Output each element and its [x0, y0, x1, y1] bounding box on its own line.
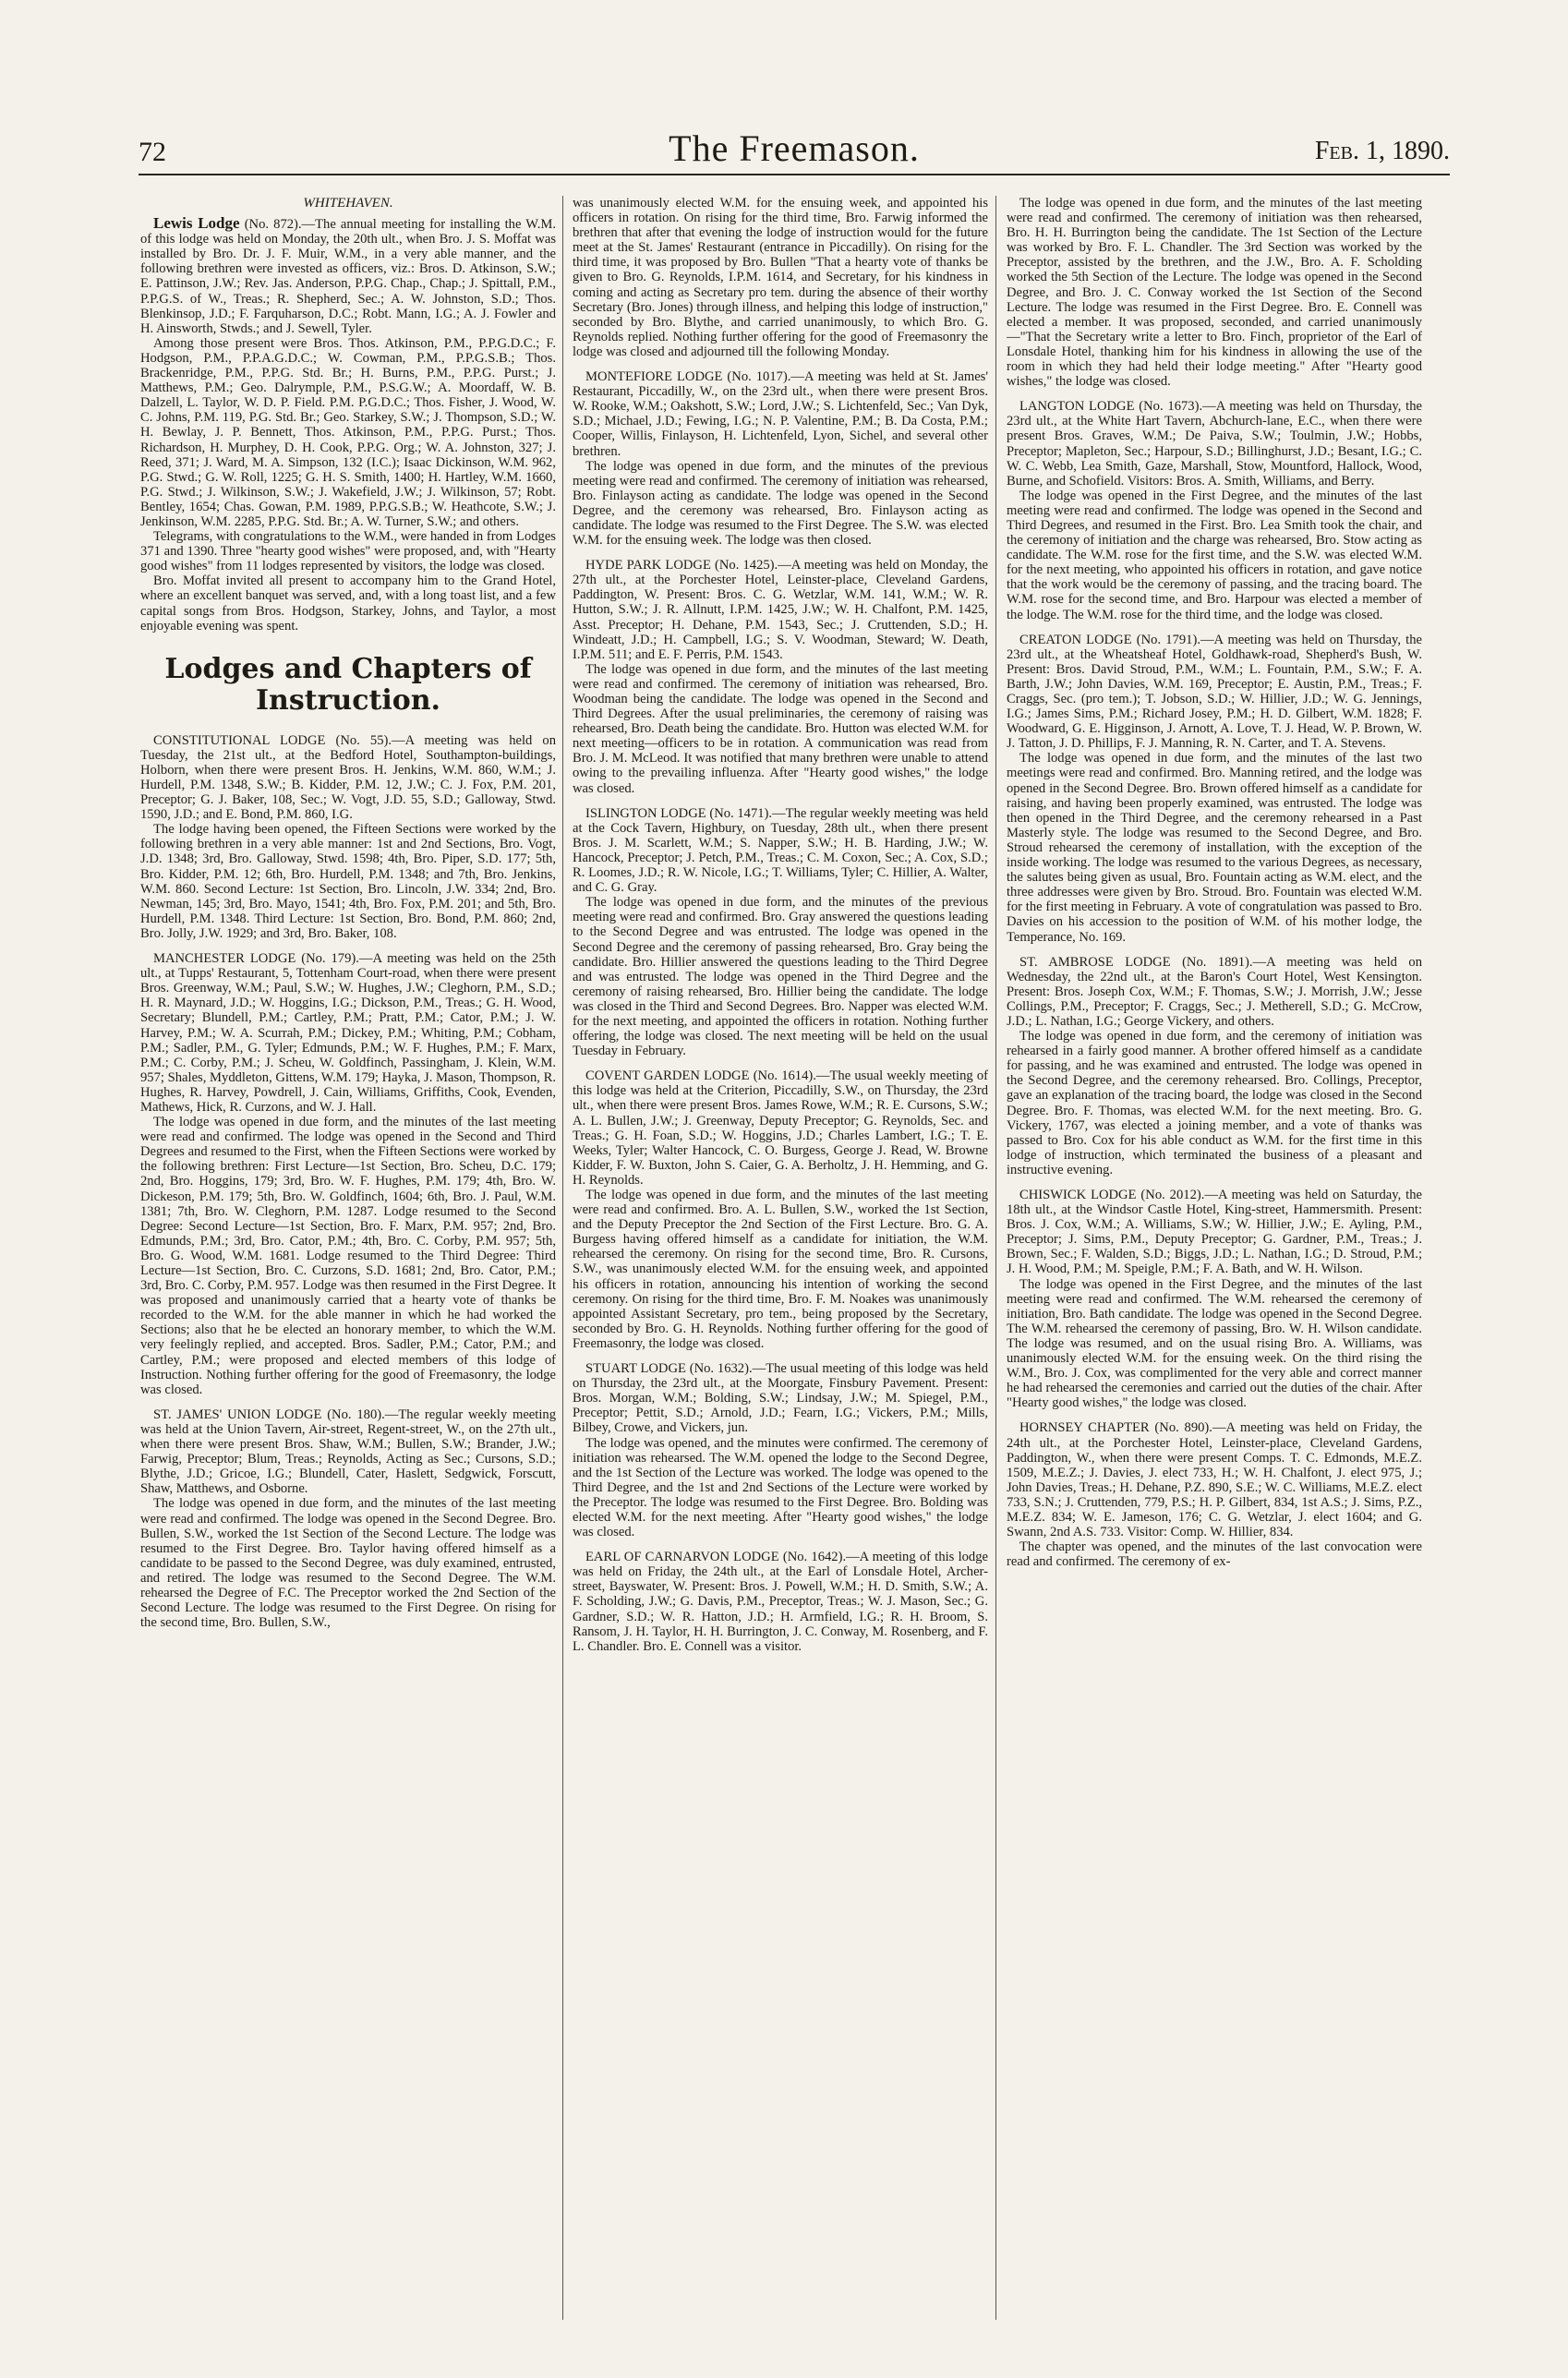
paragraph: The lodge was opened in due form, and the minutes of the last two meetings were read and confirmed. Bro. Manning retired, and the lodge was opened in the Second Degree. Bro. Brown offered himself as a candidate for raising, and having been properly examined, was entrusted. The lodge was then opened in the Third Degree, and the ceremony rehearsed in a Past Masterly style. The lodge was resumed to the Second Degree, and Bro. Stroud rehearsed the ceremony of installation, with the exception of the inside working. The lodge was resumed to the various Degrees, as necessary, the salutes being given as usual, Bro. Fountain acting as W.M. elect, and the three addresses were given by Bro. Stroud. Bro. Fountain was elected W.M. for the first meeting in February. A vote of congratulation was passed to Bro. Davies on his accession to the position of W.M. of his mother lodge, the Temperance, No. 169.	[1007, 751, 1422, 945]
column-2	[573, 196, 988, 2320]
paragraph: Telegrams, with congratulations to the W.M., were handed in from Lodges 371 and 1390. Three "hearty good wishes" were proposed, and, with "Hearty good wishes" from 11 lodges represented by visitors, the lodge was closed.	[140, 529, 556, 574]
place-heading: WHITEHAVEN.	[303, 196, 393, 211]
paragraph: The lodge having been opened, the Fifteen Sections were worked by the following brethren in a very able manner: 1st and 2nd Sections, Bro. Vogt, J.D. 1348; 3rd, Bro. Galloway, Stwd. 1598; 4th, Bro. Piper, S.D. 177; 5th, Bro. Kidder, P.M. 12; 6th, Bro. Hurdell, P.M. 1348; and 7th, Bro. Jenkins, W.M. 860. Second Lecture: 1st Section, Bro. Lincoln, J.W. 334; 2nd, Bro. Newman, 145; 3rd, Bro. Mayo, 1541; 4th, Bro. Fox, P.M. 201; and 5th, Bro. Hurdell, P.M. 1348. Third Lecture: 1st Section, Bro. Bond, P.M. 860; 2nd, Bro. Jolly, J.W. 1929; and 3rd, Bro. Baker, 108.	[140, 822, 556, 941]
paragraph: The chapter was opened, and the minutes of the last convocation were read and confirmed. The ceremony of ex-	[1007, 1539, 1422, 1570]
paragraph: LANGTON LODGE (No. 1673).—A meeting was held on Thursday, the 23rd ult., at the White Hart Tavern, Abchurch-lane, E.C., when there were present Bros. Graves, W.M.; De Paiva, S.W.; Toulmin, J.W.; Hobbs, Preceptor; Mapleton, Sec.; Harpour, S.D.; Billinghurst, J.D.; Besant, I.G.; C. W. C. Webb, Lea Smith, Gaze, Marshall, Stow, Mountford, Hallock, Wood, Burne, and Schofield. Visitors: Bros. A. Smith, Williams, and Berry.	[1007, 399, 1422, 489]
paragraph: The lodge was opened in due form, and the minutes of the previous meeting were read and confirmed. The ceremony of initiation was rehearsed, Bro. Finlayson acting as candidate. The lodge was opened in the Second Degree, and the ceremony was rehearsed, Bro. Finlayson acting as candidate. The lodge was resumed to the First Degree. The S.W. was elected W.M. for the ensuing week. The lodge was then closed.	[573, 458, 988, 549]
paragraph: The lodge was opened in the First Degree, and the minutes of the last meeting were read and confirmed. The W.M. rehearsed the ceremony of initiation, Bro. Bath candidate. The lodge was opened in the Second Degree. The W.M. rehearsed the ceremony of passing, Bro. W. H. Wilson candidate. The lodge was resumed, and on the usual rising Bro. A. Williams, was unanimously elected W.M. for the ensuing week. On the third rising the W.M., Bro. J. Cox, was complimented for the very able and correct manner he had rehearsed the ceremonies and carried out the duties of the chair. After "Hearty good wishes," the lodge was closed.	[1007, 1276, 1422, 1411]
column-rule	[995, 196, 996, 2320]
newspaper-title: The Freemason.	[669, 127, 920, 169]
column-3	[1007, 196, 1422, 2320]
paragraph: Bro. Moffat invited all present to accompany him to the Grand Hotel, where an excellent banquet was served, and, with a long toast list, and a few capital songs from Bros. Hodgson, Starkey, Johns, and Taylor, a most enjoyable evening was spent.	[140, 573, 556, 634]
section-heading: Lodges and Chapters of Instruction.	[164, 652, 532, 717]
column-1	[140, 196, 556, 2320]
paragraph: Among those present were Bros. Thos. Atkinson, P.M., P.P.G.D.C.; F. Hodgson, P.M., P.P.A.G.D.C.; W. Cowman, P.M., P.P.G.S.B.; Thos. Brackenridge, P.M., P.P.G. Std. Br.; H. Burns, P.M., P.P.G. Purst.; J. Matthews, P.M.; Geo. Dalrymple, P.M., P.S.G.W.; A. Moordaff, W. B. Dalzell, L. Taylor, W. D. P. Field. P.M. P.G.D.C.; Thos. Fisher, J. Wood, W. C. Johns, P.M. 119, P.G. Std. Br.; Geo. Starkey, S.W.; J. Thompson, S.D.; W. H. Bewlay, J. P. Bennett, Thos. Atkinson, P.M., P.P.G. Purst.; Thos. Richardson, H. Murphey, D. H. Cook, P.P.G. Org.; W. A. Johnston, 327; J. Reed, 371; J. Ward, M. A. Simpson, 132 (I.C.); Isaac Dickinson, W.M. 962, P.G. Stwd.; G. W. Roll, 1225; G. H. S. Smith, 1400; H. Hartley, W.M. 1660, P.G. Stwd.; J. Wilkinson, S.W.; J. Wakefield, J.W.; J. Wilkinson, 57; Robt. Bentley, 1654; Chas. Gowan, P.M. 1989, P.P.G.S.B.; W. Heathcote, S.W.; J. Jenkinson, W.M. 2285, P.P.G. Std. Br.; A. W. Turner, S.W.; and others.	[140, 335, 556, 529]
paragraph: ISLINGTON LODGE (No. 1471).—The regular weekly meeting was held at the Cock Tavern, Highbury, on Tuesday, 28th ult., when there present Bros. J. M. Scarlett, W.M.; S. Napper, S.W.; H. B. Harding, J.W.; W. Hancock, Preceptor; J. Petch, P.M., Treas.; C. M. Coxon, Sec.; A. Cox, S.D.; R. Loomes, J.D.; R. W. Nicole, I.G.; T. Williams, Tyler; C. Hillier, A. Walter, and C. G. Gray.	[573, 805, 988, 896]
paragraph: CONSTITUTIONAL LODGE (No. 55).—A meeting was held on Tuesday, the 21st ult., at the Bedford Hotel, Southampton-buildings, Holborn, when there were present Bros. H. Jenkins, W.M. 860, W.M.; J. Hurdell, P.M. 1348, S.W.; B. Kidder, P.M. 12, J.W.; C. J. Fox, P.M. 201, Preceptor; G. J. Baker, 108, Sec.; W. Vogt, J.D. 55, S.D.; Galloway, Stwd. 1590, J.D.; and E. Bond, P.M. 860, I.G.	[140, 732, 556, 823]
paragraph: COVENT GARDEN LODGE (No. 1614).—The usual weekly meeting of this lodge was held at the Criterion, Piccadilly, S.W., on Thursday, the 23rd ult., when there were present Bros. James Rowe, W.M.; R. E. Cursons, S.W.; A. L. Bullen, J.W.; J. Greenway, Deputy Preceptor; G. Reynolds, Sec. and Treas.; G. H. Foan, S.D.; W. Hoggins, J.D.; Charles Lambert, I.G.; T. E. Weeks, Tyler; Walter Hancock, C. O. Burgess, George J. Read, W. Browne Kidder, F. W. Buxton, John S. Caier, G. A. Berholtz, J. H. Hemming, and G. H. Reynolds.	[573, 1068, 988, 1188]
column-rule	[562, 196, 563, 2320]
paragraph: The lodge was opened in due form, and the minutes of the last meeting were read and confirmed. The lodge was opened in the Second and Third Degrees and resumed to the First, when the Fifteen Sections were worked by the following brethren: First Lecture—1st Section, Bro. Scheu, D.C. 179; 2nd, Bro. Hoggins, 179; 3rd, Bro. W. F. Hughes, P.M. 179; 4th, Bro. W. Dickeson, P.M. 179; 5th, Bro. W. Goldfinch, 1604; 6th, Bro. J. Paul, W.M. 1381; 7th, Bro. W. Cleghorn, P.M. 1287. Lodge resumed to the Second Degree: Second Lecture—1st Section, Bro. F. Marx, P.M. 957; 2nd, Bro. Edmunds, P.M.; 3rd, Bro. Cator, P.M.; 4th, Bro. C. Corby, P.M. 957; 5th, Bro. G. Wood, W.M. 1681. Lodge resumed to the Third Degree: Third Lecture—1st Section, Bro. C. Curzons, S.D. 1681; 2nd, Bro. Cator, P.M.; 3rd, Bro. C. Corby, P.M. 957. Lodge was then resumed in the First Degree. It was proposed and unanimously carried that a hearty vote of thanks be recorded to the W.M. for the able manner in which he had worked the Sections; also that he be elected an honorary member, to which the W.M. very feelingly replied, and accepted. Bros. Sadler, P.M.; Cator, P.M.; and Cartley, P.M.; were proposed and elected members of this lodge of Instruction. Nothing further offering for the good of Freemasonry, the lodge was closed.	[140, 1115, 556, 1397]
paragraph: CREATON LODGE (No. 1791).—A meeting was held on Thursday, the 23rd ult., at the Wheatsheaf Hotel, Goldhawk-road, Shepherd's Bush, W. Present: Bros. David Stroud, P.M., W.M.; L. Fountain, P.M., S.W.; F. A. Barth, J.W.; John Davies, W.M. 169, Preceptor; E. Austin, P.M., Treas.; F. Craggs, Sec. (pro tem.); T. Jobson, S.D.; W. Hillier, J.D.; W. G. Jennings, I.G.; James Sims, P.M.; Richard Josey, P.M.; H. D. Gilbert, W.M. 1828; F. Woodward, G. E. Higginson, J. Arnott, A. Love, T. J. Head, W. P. Brown, W. J. Tatton, J. D. Phillips, F. J. Manning, R. N. Carter, and T. A. Stevens.	[1007, 632, 1422, 752]
masthead	[139, 118, 1450, 175]
paragraph: The lodge was opened in the First Degree, and the minutes of the last meeting were read and confirmed. The lodge was opened in the Second and Third Degrees, and resumed in the First. Bro. Lea Smith took the chair, and the ceremony of initiation and the charge was rehearsed, Bro. Stow acting as candidate. The W.M. rose for the first time, and the S.W. was elected W.M. for the next meeting, who appointed his officers in rotation, and gave notice that the work would be the ceremony of passing, and the tracing board. The W.M. rose for the second time, and Bro. Harpour was elected a member of the lodge. The W.M. rose for the third time, and the lodge was closed.	[1007, 488, 1422, 622]
paragraph: HYDE PARK LODGE (No. 1425).—A meeting was held on Monday, the 27th ult., at the Porchester Hotel, Leinster-place, Cleveland Gardens, Paddington, W. Present: Bros. C. G. Wetzlar, W.M. 141, W.M.; W. R. Hutton, S.W.; J. R. Allnutt, I.P.M. 1425, J.W.; W. H. Chalfont, P.M. 1425, Asst. Preceptor; H. Dehane, P.M. 1543, Sec.; J. Cruttenden, S.D.; H. Windeatt, J.D.; H. Campbell, I.G.; S. V. Woodman, Steward; W. Death, I.P.M. 511; and E. F. Perris, P.M. 1543.	[573, 558, 988, 662]
paragraph: STUART LODGE (No. 1632).—The usual meeting of this lodge was held on Thursday, the 23rd ult., at the Moorgate, Finsbury Pavement. Present: Bros. Morgan, W.M.; Bolding, S.W.; Lindsay, J.W.; M. Spiegel, P.M., Preceptor; Pettit, S.D.; Arnold, J.D.; Fearn, I.G.; Vickers, P.M.; Mills, Bilbey, Crowe, and Vickers, jun.	[573, 1361, 988, 1436]
paragraph: ST. AMBROSE LODGE (No. 1891).—A meeting was held on Wednesday, the 22nd ult., at the Baron's Court Hotel, West Kensington. Present: Bros. Joseph Cox, W.M.; F. Thomas, S.W.; J. Morrish, J.W.; Jesse Collings, P.M., Preceptor; F. Craggs, Sec.; J. Metherell, S.D.; G. McCrow, J.D.; L. Nathan, I.G.; George Vickery, and others.	[1007, 954, 1422, 1029]
paragraph: The lodge was opened in due form, and the minutes of the last meeting were read and confirmed. The lodge was opened in the Second Degree. Bro. Bullen, S.W., worked the 1st Section of the Second Lecture. The lodge was resumed to the First Degree. Bro. Taylor having offered himself as a candidate to be passed to the Second Degree, was duly examined, entrusted, and retired. The lodge was resumed to the Second Degree. The W.M. rehearsed the Degree of F.C. The Preceptor worked the 2nd Section of the Second Lecture. The lodge was resumed to the First Degree. On rising for the second time, Bro. Bullen, S.W.,	[140, 1496, 556, 1631]
paragraph: The lodge was opened in due form, and the ceremony of initiation was rehearsed in a fairly good manner. A brother offered himself as a candidate for passing, and he was examined and entrusted. The lodge was opened in the Second Degree, and the ceremony rehearsed. Bro. Collings, Preceptor, gave an explanation of the tracing board, the lodge was closed in the Second Degree. Bro. F. Thomas, was elected W.M. for the next meeting. Bro. G. Vickery, 1767, was elected a joining member, and a vote of thanks was passed to Bro. Cox for his able conduct as W.M. for the first time in this lodge of instruction, which terminated the business of a pleasant and instructive evening.	[1007, 1029, 1422, 1177]
issue-date: Feb. 1, 1890.	[1314, 137, 1450, 165]
paragraph: The lodge was opened in due form, and the minutes of the last meeting were read and confirmed. The ceremony of initiation was then rehearsed, Bro. H. H. Burrington being the candidate. The 1st Section of the Lecture was worked by Bro. F. L. Chandler. The 3rd Section was worked by the Preceptor, assisted by the brethren, and the J.W., Bro. A. F. Scholding worked the 5th Section of the Lecture. The lodge was opened in the Second Degree, and Bro. J. C. Conway worked the 1st Section of the Second Lecture. The lodge was resumed in the First Degree. Bro. E. Connell was elected a member. It was proposed, seconded, and carried unanimously—"That the Secretary write a letter to Bro. Finch, proprietor of the Earl of Lonsdale Hotel, thanking him for his kindness in allowing the use of the room in which they had held their lodge meeting." After "Hearty good wishes," the lodge was closed.	[1007, 196, 1422, 390]
lodge-name: Lewis Lodge	[153, 214, 240, 233]
paragraph: EARL OF CARNARVON LODGE (No. 1642).—A meeting of this lodge was held on Friday, the 24th ult., at the Earl of Lonsdale Hotel, Archer-street, Bayswater, W. Present: Bros. J. Powell, W.M.; H. D. Smith, S.W.; A. F. Scholding, J.W.; G. Davis, P.M., Preceptor, Treas.; W. J. Mason, Sec.; G. Gardner, S.D.; W. R. Hatton, J.D.; H. Armfield, I.G.; R. H. Broom, S. Ransom, J. H. Taylor, H. H. Burrington, J. C. Conway, M. Rosenberg, and F. L. Chandler. Bro. E. Connell was a visitor.	[573, 1550, 988, 1654]
paragraph: HORNSEY CHAPTER (No. 890).—A meeting was held on Friday, the 24th ult., at the Porchester Hotel, Leinster-place, Cleveland Gardens, Paddington, W., when there were present Comps. T. C. Edmonds, M.E.Z. 1509, M.E.Z.; J. Davies, J. elect 733, H.; W. H. Chalfont, J. elect 975, J.; John Davies, Treas.; H. Dehane, P.Z. 890, S.E.; W. C. Williams, M.E.Z. elect 733, S.N.; J. Cruttenden, 779, P.S.; H. P. Gilbert, 834, 1st A.S.; J. Sims, P.Z., M.E.Z. 834; W. E. Jameson, 176; C. G. Wetzlar, J. elect 1604; and G. Swann, 2nd A.S. 733. Visitor: Comp. W. Hillier, 834.	[1007, 1420, 1422, 1540]
lewis-lodge-report: Lewis Lodge (No. 872).—The annual meeting for installing the W.M. of this lodge was held on Monday, the 20th ult., when Bro. J. S. Moffat was installed by Bro. Dr. J. F. Muir, W.M., in a very able manner, and the following brethren were invested as officers, viz.: Bros. D. Atkinson, S.W.; E. Pattinson, J.W.; Rev. Jas. Anderson, P.P.G. Chap., Chap.; J. Spittall, P.M., P.P.G.S. of W., Treas.; R. Shepherd, Sec.; A. W. Johnston, S.D.; Thos. Blenkinsop, J.D.; F. Farquharson, D.C.; Robt. Mann, I.G.; A. J. Fowler and H. Ainsworth, Stwds.; and J. Sewell, Tyler.	[140, 214, 556, 336]
paragraph: CHISWICK LODGE (No. 2012).—A meeting was held on Saturday, the 18th ult., at the Windsor Castle Hotel, King-street, Hammersmith. Present: Bros. J. Cox, W.M.; A. Williams, S.W.; W. Hillier, J.W.; E. Ayling, P.M., Preceptor; J. Sims, P.M., Deputy Preceptor; G. Gardner, P.M., Treas.; J. Brown, Sec.; F. Walden, S.D.; Biggs, J.D.; L. Nathan, I.G.; D. Stroud, P.M.; J. H. Wood, P.M.; M. Speigle, P.M.; F. A. Bath, and W. H. Wilson.	[1007, 1188, 1422, 1277]
paragraph: MANCHESTER LODGE (No. 179).—A meeting was held on the 25th ult., at Tupps' Restaurant, 5, Tottenham Court-road, when there were present Bros. Greenway, W.M.; Paul, S.W.; W. Hughes, J.W.; Cleghorn, P.M., S.D.; H. R. Maynard, J.D.; W. Hoggins, I.G.; Dickson, P.M., Treas.; G. H. Wood, Secretary; Blundell, P.M.; Cartley, P.M.; Pratt, P.M.; Cator, P.M.; J. W. Harvey, P.M.; W. A. Scurrah, P.M.; Dickey, P.M.; Whiting, P.M.; Cobham, P.M.; Sadler, P.M., G. Tyler; Edmunds, P.M.; W. F. Hughes, P.M.; F. Marx, P.M.; C. Corby, P.M.; J. Scheu, W. Goldfinch, Passingham, J. Klein, W.M. 957; Shales, Myddleton, Gittens, W.M. 179; Hayka, J. Mason, Thompson, R. Hughes, R. Harvey, Powdrell, J. Cain, Williams, Griffiths, Cook, Evenden, Mathews, Hick, R. Curzons, and W. J. Hall.	[140, 951, 556, 1115]
paragraph: The lodge was opened in due form, and the minutes of the last meeting were read and confirmed. Bro. A. L. Bullen, S.W., worked the 1st Section, and the Deputy Preceptor the 2nd Section of the First Lecture. Bro. G. A. Burgess having offered himself as a candidate for initiation, the W.M. rehearsed the ceremony. On rising for the second time, Bro. R. Cursons, S.W., was unanimously elected W.M. for the ensuing week, and appointed his officers in rotation, announcing his intention of working the second ceremony. On rising for the third time, Bro. F. M. Noakes was unanimously appointed Assistant Secretary, pro tem., being proposed by the Secretary, seconded by Bro. G. H. Reynolds. Nothing further offering for the good of Freemasonry, the lodge was closed.	[573, 1188, 988, 1351]
paragraph: was unanimously elected W.M. for the ensuing week, and appointed his officers in rotation. On rising for the third time, Bro. Farwig informed the brethren that after that evening the lodge of instruction would for the future meet at the St. James' Restaurant (entrance in Piccadilly). On rising for the third time, it was proposed by Bro. Bullen "That a hearty vote of thanks be given to Bro. G. Reynolds, I.P.M. 1614, and Secretary, for his kindness in coming and acting as Secretary pro tem. during the absence of their worthy Secretary (Bro. Jones) through illness, and helping this lodge of instruction," seconded by Bro. Blythe, and carried unanimously, to which Bro. G. Reynolds replied. Nothing further offering for the good of Freemasonry the lodge was closed and adjourned till the following Monday.	[573, 196, 988, 359]
paragraph: The lodge was opened in due form, and the minutes of the previous meeting were read and confirmed. Bro. Gray answered the questions leading to the Second Degree and was entrusted. The lodge was opened in the Second Degree and the ceremony of passing rehearsed, Bro. Gray being the candidate. Bro. Hillier answered the questions leading to the Third Degree and was entrusted. The lodge was opened in the Third Degree and the ceremony of raising rehearsed, Bro. Hillier being the candidate. The lodge was closed in the Third and Second Degrees. Bro. Napper was elected W.M. for the next meeting, and appointed the officers in rotation. Nothing further offering, the lodge was closed. The next meeting will be held on the usual Tuesday in February.	[573, 895, 988, 1059]
paragraph: The lodge was opened in due form, and the minutes of the last meeting were read and confirmed. The ceremony of initiation was rehearsed, Bro. Woodman being the candidate. The lodge was opened in the Second and Third Degrees. After the usual preliminaries, the ceremony of raising was rehearsed, Bro. Death being the candidate. Bro. Hutton was elected W.M. for next meeting—officers to be in rotation. A communication was read from Bro. J. M. McLeod. It was notified that many brethren were unable to attend owing to the prevailing influenza. After "Hearty good wishes," the lodge was closed.	[573, 661, 988, 796]
paragraph: The lodge was opened, and the minutes were confirmed. The ceremony of initiation was rehearsed. The W.M. opened the lodge to the Second Degree, and the 1st Section of the Lecture was worked. The lodge was opened to the Third Degree, and the 1st and 2nd Sections of the Lecture were worked by the Preceptor. The lodge was resumed to the First Degree. Bro. Bolding was elected W.M. for the next meeting. After "Hearty good wishes," the lodge was closed.	[573, 1435, 988, 1540]
paragraph: MONTEFIORE LODGE (No. 1017).—A meeting was held at St. James' Restaurant, Piccadilly, W., on the 23rd ult., when there were present Bros. W. Rooke, W.M.; Oakshott, S.W.; Lord, J.W.; S. Lichtenfeld, Sec.; Van Dyk, S.D.; Michael, J.D.; Fewing, I.G.; N. P. Valentine, P.M.; B. Da Costa, P.M.; Cooper, Willis, Finlayson, H. Lichtenfeld, Lyon, Sichel, and several other brethren.	[573, 369, 988, 459]
paragraph: ST. JAMES' UNION LODGE (No. 180).—The regular weekly meeting was held at the Union Tavern, Air-street, Regent-street, W., on the 27th ult., when there were present Bros. Shaw, W.M.; Bullen, S.W.; Brander, J.W.; Farwig, Preceptor; Blum, Treas.; Reynolds, Acting as Sec.; Cursons, S.D.; Blythe, J.D.; Gricoe, I.G.; Blundell, Cater, Haslett, Sedgwick, Forscutt, Shaw, Matthews, and Osborne.	[140, 1406, 556, 1497]
page-number: 72	[139, 137, 166, 167]
